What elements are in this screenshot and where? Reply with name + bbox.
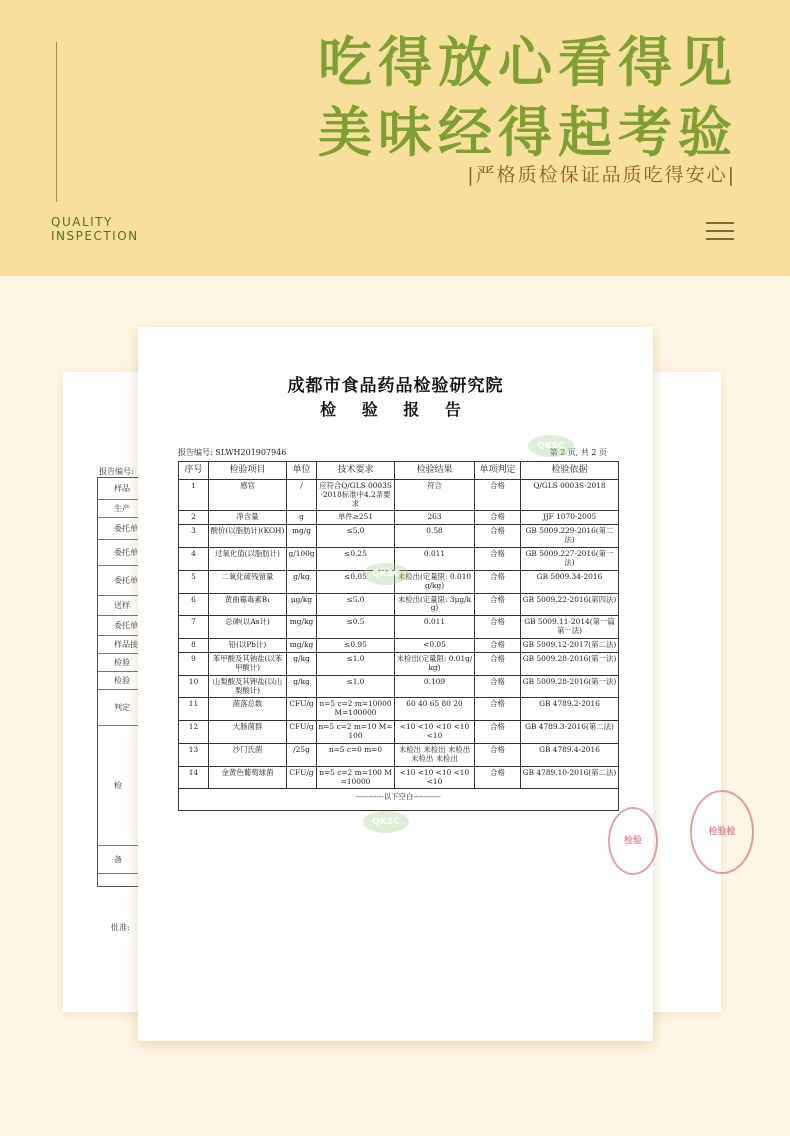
tagline: |严格质检保证品质吃得安心| bbox=[467, 164, 736, 186]
cell-basis: GB 5009.12-2017(第二法) bbox=[521, 639, 619, 653]
cell-result: <10 <10 <10 <10 <10 bbox=[395, 766, 475, 789]
watermark-logo: QKSC bbox=[528, 435, 574, 457]
cell-unit: g/kg bbox=[287, 652, 317, 675]
cell-result: 0.011 bbox=[395, 616, 475, 639]
header-requirement: 技术要求 bbox=[317, 462, 395, 480]
cell-result: 未检出(定量限: 0.01g/kg) bbox=[395, 652, 475, 675]
header-verdict: 单项判定 bbox=[475, 462, 521, 480]
cell-unit: g/100g bbox=[287, 548, 317, 571]
cell-item: 黄曲霉毒素B₁ bbox=[209, 593, 287, 616]
left-table-row: 生产 bbox=[98, 500, 164, 518]
menu-icon[interactable] bbox=[706, 220, 734, 240]
left-table-row: 检 bbox=[98, 726, 164, 846]
cell-no: 5 bbox=[179, 570, 209, 593]
cell-no: 3 bbox=[179, 525, 209, 548]
header-unit: 单位 bbox=[287, 462, 317, 480]
cell-result: 60 40 65 80 20 bbox=[395, 698, 475, 721]
cell-result: 0.58 bbox=[395, 525, 475, 548]
table-end-row bbox=[179, 789, 619, 811]
report-page-main bbox=[138, 327, 653, 1041]
cell-verdict: 合格 bbox=[475, 743, 521, 766]
cell-verdict: 合格 bbox=[475, 548, 521, 571]
report-number: 报告编号: SLWH201907946 bbox=[178, 448, 287, 457]
cell-unit: g/kg bbox=[287, 675, 317, 698]
cell-item: 苯甲酸及其钠盐(以苯甲酸计) bbox=[209, 652, 287, 675]
watermark-logo: QKSC bbox=[363, 563, 409, 585]
cell-no: 1 bbox=[179, 479, 209, 511]
cell-req: ≤0.05 bbox=[317, 570, 395, 593]
left-table-row: 备 bbox=[98, 846, 164, 874]
cell-no: 8 bbox=[179, 639, 209, 653]
end-note: -----------以下空白----------- bbox=[179, 789, 619, 811]
table-row bbox=[179, 511, 619, 525]
cell-no: 7 bbox=[179, 616, 209, 639]
cell-basis: GB 4789.2-2016 bbox=[521, 698, 619, 721]
left-table-row: 送样 bbox=[98, 596, 164, 616]
table-row bbox=[179, 743, 619, 766]
cell-verdict: 合格 bbox=[475, 570, 521, 593]
cell-no: 11 bbox=[179, 698, 209, 721]
cell-basis: GB 5009.34-2016 bbox=[521, 570, 619, 593]
cell-req: ≤0.25 bbox=[317, 548, 395, 571]
cell-unit: μg/kg bbox=[287, 593, 317, 616]
cell-verdict: 合格 bbox=[475, 616, 521, 639]
cell-no: 14 bbox=[179, 766, 209, 789]
cell-unit: /25g bbox=[287, 743, 317, 766]
table-row bbox=[179, 766, 619, 789]
table-row bbox=[179, 639, 619, 653]
cell-verdict: 合格 bbox=[475, 675, 521, 698]
cell-item: 净含量 bbox=[209, 511, 287, 525]
left-table-row: 委托单 bbox=[98, 616, 164, 636]
table-row bbox=[179, 616, 619, 639]
cell-basis: GB 5009.229-2016(第二法) bbox=[521, 525, 619, 548]
left-table-row: 检验 bbox=[98, 672, 164, 690]
cell-basis: GB 4789.4-2016 bbox=[521, 743, 619, 766]
cell-item: 大肠菌群 bbox=[209, 721, 287, 744]
cell-result: 263 bbox=[395, 511, 475, 525]
cell-basis: GB 4789.3-2016(第二法) bbox=[521, 721, 619, 744]
cell-item: 总砷(以As计) bbox=[209, 616, 287, 639]
left-table-row: 检验 bbox=[98, 654, 164, 672]
table-row bbox=[179, 698, 619, 721]
page-info: 第 2 页, 共 2 页 bbox=[549, 448, 607, 457]
left-report-no-label: 报告编号: bbox=[99, 467, 134, 476]
header-no: 序号 bbox=[179, 462, 209, 480]
cell-result: 0.011 bbox=[395, 548, 475, 571]
cell-item: 山梨酸及其钾盐(以山梨酸计) bbox=[209, 675, 287, 698]
cell-item: 二氧化硫残留量 bbox=[209, 570, 287, 593]
header-banner bbox=[0, 0, 790, 276]
left-table-row: 委托单 bbox=[98, 566, 164, 596]
left-table-row: 委托单 bbox=[98, 518, 164, 540]
cell-result: 0.109 bbox=[395, 675, 475, 698]
cell-verdict: 合格 bbox=[475, 525, 521, 548]
cell-no: 2 bbox=[179, 511, 209, 525]
cell-basis: GB 5009.28-2016(第一法) bbox=[521, 652, 619, 675]
left-table-row: 样品 bbox=[98, 478, 164, 500]
cell-unit: mg/kg bbox=[287, 616, 317, 639]
cell-result: <10 <10 <10 <10 <10 bbox=[395, 721, 475, 744]
cell-item: 过氧化值(以脂肪计) bbox=[209, 548, 287, 571]
cell-verdict: 合格 bbox=[475, 511, 521, 525]
cell-verdict: 合格 bbox=[475, 593, 521, 616]
table-row bbox=[179, 593, 619, 616]
cell-basis: GB 4789.10-2016(第二法) bbox=[521, 766, 619, 789]
cell-req: n=5 c=2 m=100 M=10000 bbox=[317, 766, 395, 789]
cell-basis: Q/GLS 0003S-2018 bbox=[521, 479, 619, 511]
cell-result: 未检出(定量限: 3μg/kg) bbox=[395, 593, 475, 616]
cell-no: 9 bbox=[179, 652, 209, 675]
cell-result: <0.05 bbox=[395, 639, 475, 653]
cell-verdict: 合格 bbox=[475, 721, 521, 744]
inspection-seal: 检验 bbox=[608, 807, 658, 875]
table-row bbox=[179, 675, 619, 698]
cell-result: 未检出(定量限: 0.010g/kg) bbox=[395, 570, 475, 593]
cell-no: 13 bbox=[179, 743, 209, 766]
cell-item: 菌落总数 bbox=[209, 698, 287, 721]
cell-unit: CFU/g bbox=[287, 698, 317, 721]
headline-1: 吃得放心看得见 bbox=[318, 31, 738, 94]
cell-basis: GB 5009.28-2016(第一法) bbox=[521, 675, 619, 698]
cell-req: n=5 c=0 m=0 bbox=[317, 743, 395, 766]
headline-2: 美味经得起考验 bbox=[318, 101, 738, 164]
cell-basis: JJF 1070-2005 bbox=[521, 511, 619, 525]
header-basis: 检验依据 bbox=[521, 462, 619, 480]
header-result: 检验结果 bbox=[395, 462, 475, 480]
cell-result: 未检出 未检出 未检出 未检出 未检出 bbox=[395, 743, 475, 766]
left-table-row: 委托单 bbox=[98, 540, 164, 566]
cell-verdict: 合格 bbox=[475, 639, 521, 653]
cell-no: 10 bbox=[179, 675, 209, 698]
inspection-seal-right: 检验检 bbox=[690, 790, 754, 874]
cell-verdict: 合格 bbox=[475, 652, 521, 675]
left-table-row: 判定 bbox=[98, 690, 164, 726]
banner-divider bbox=[56, 42, 57, 202]
cell-item: 酸价(以脂肪计)(KOH) bbox=[209, 525, 287, 548]
cell-item: 金黄色葡萄球菌 bbox=[209, 766, 287, 789]
header-item: 检验项目 bbox=[209, 462, 287, 480]
table-header-row bbox=[179, 462, 619, 480]
table-row bbox=[179, 525, 619, 548]
cell-basis: GB 5009.11-2014(第一篇 第一法) bbox=[521, 616, 619, 639]
cell-req: 应符合Q/GLS 0003S-2018标准中4.2条要求 bbox=[317, 479, 395, 511]
cell-req: ≤0.95 bbox=[317, 639, 395, 653]
cell-req: ≤1.0 bbox=[317, 675, 395, 698]
inspection-label: INSPECTION bbox=[51, 229, 139, 243]
cell-req: ≤0.5 bbox=[317, 616, 395, 639]
cell-unit: CFU/g bbox=[287, 766, 317, 789]
report-subtitle: 检 验 报 告 bbox=[320, 400, 471, 419]
cell-unit: / bbox=[287, 479, 317, 511]
table-row bbox=[179, 652, 619, 675]
cell-unit: CFU/g bbox=[287, 721, 317, 744]
cell-req: ≤1.0 bbox=[317, 652, 395, 675]
cell-item: 感官 bbox=[209, 479, 287, 511]
cell-basis: GB 5009.227-2016(第一法) bbox=[521, 548, 619, 571]
cell-item: 沙门氏菌 bbox=[209, 743, 287, 766]
table-row bbox=[179, 721, 619, 744]
cell-item: 铅(以Pb计) bbox=[209, 639, 287, 653]
cell-verdict: 合格 bbox=[475, 766, 521, 789]
cell-verdict: 合格 bbox=[475, 479, 521, 511]
cell-no: 6 bbox=[179, 593, 209, 616]
cell-req: ≤5.0 bbox=[317, 525, 395, 548]
cell-unit: mg/g bbox=[287, 525, 317, 548]
cell-unit: g bbox=[287, 511, 317, 525]
inspection-table bbox=[178, 461, 619, 811]
institute-title: 成都市食品药品检验研究院 bbox=[287, 376, 504, 396]
cell-unit: g/kg bbox=[287, 570, 317, 593]
cell-req: n=5 c=2 m=10 M=100 bbox=[317, 721, 395, 744]
cell-result: 符合 bbox=[395, 479, 475, 511]
cell-req: n=5 c=2 m=10000 M=100000 bbox=[317, 698, 395, 721]
watermark-logo: QKSC bbox=[363, 811, 409, 833]
table-row bbox=[179, 479, 619, 511]
cell-req: ≤5.0 bbox=[317, 593, 395, 616]
left-table-row: 样品接 bbox=[98, 636, 164, 654]
cell-verdict: 合格 bbox=[475, 698, 521, 721]
cell-no: 12 bbox=[179, 721, 209, 744]
quality-label: QUALITY bbox=[51, 215, 113, 229]
cell-unit: mg/kg bbox=[287, 639, 317, 653]
left-approve-label: 批准: bbox=[111, 923, 130, 932]
cell-req: 单件≥251 bbox=[317, 511, 395, 525]
cell-basis: GB 5009.22-2016(第四法) bbox=[521, 593, 619, 616]
cell-no: 4 bbox=[179, 548, 209, 571]
